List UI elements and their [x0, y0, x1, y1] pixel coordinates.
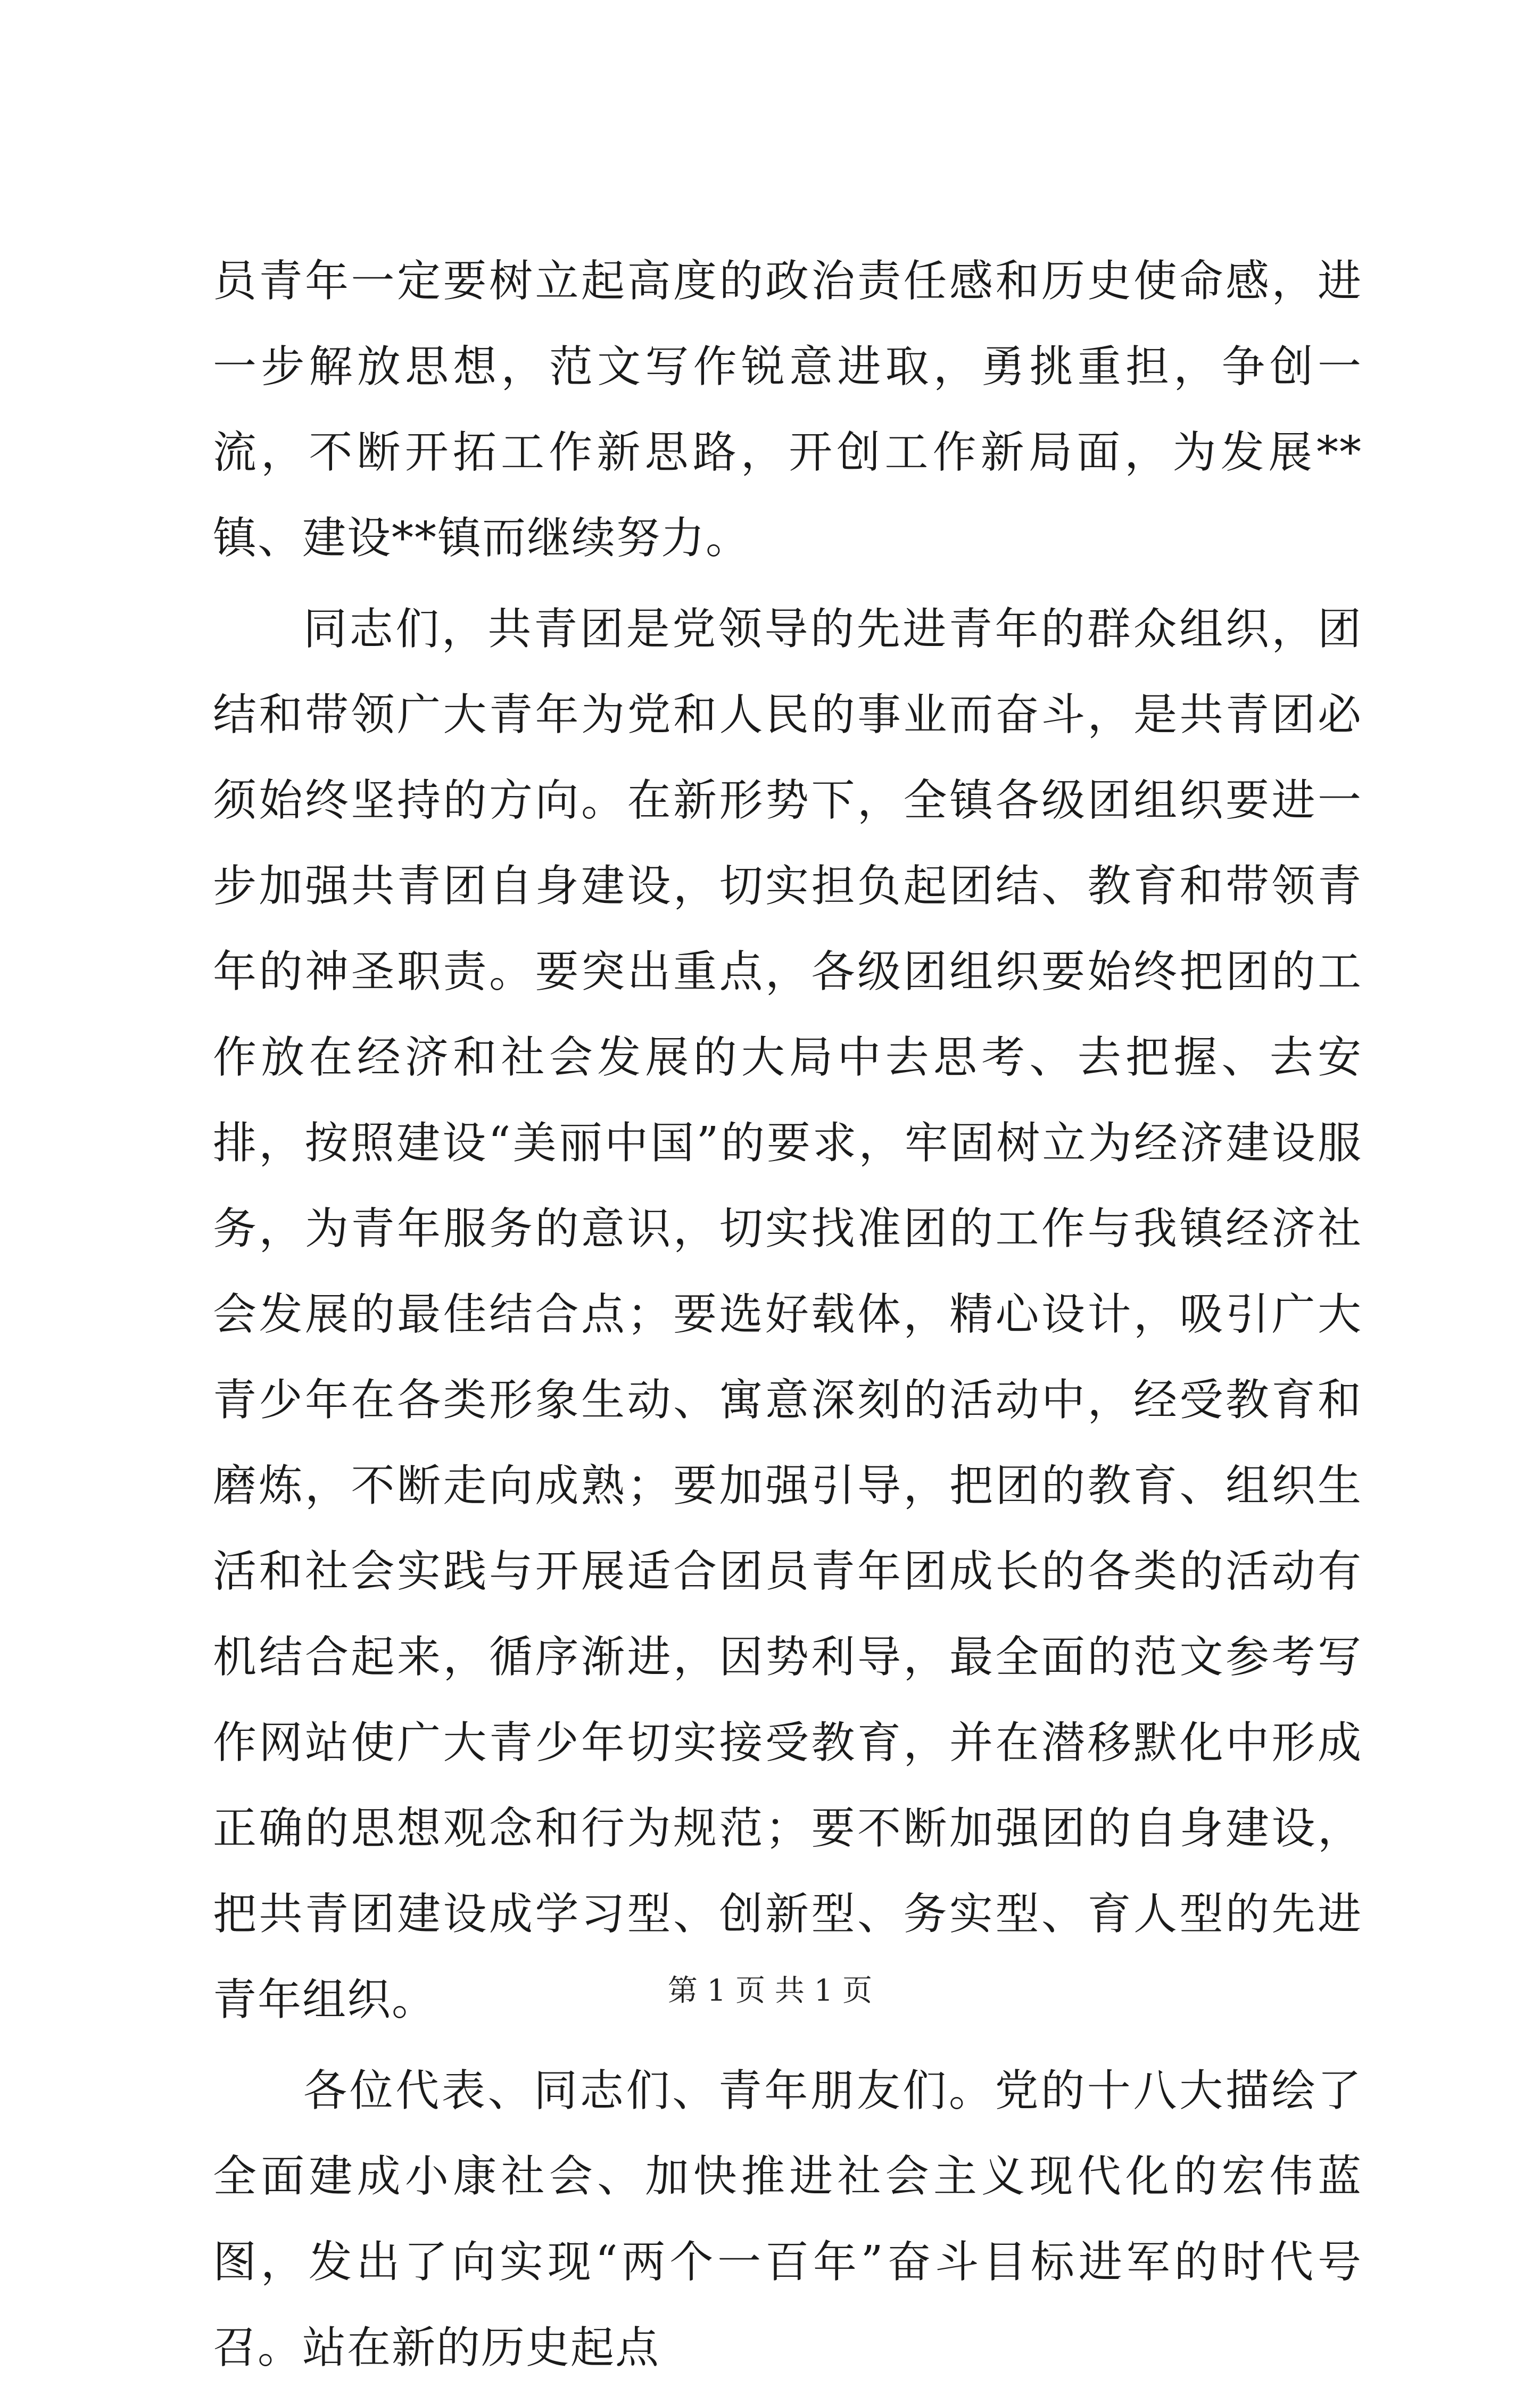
- paragraph-representatives: 各位代表、同志们、青年朋友们。党的十八大描绘了全面建成小康社会、加快推进社会主义现代化的宏伟蓝图，发出了向实现“两个一百年”奋斗目标进军的时代号召。站在新的历史起点: [213, 2066, 1362, 2373]
- page-footer: 第 1 页 共 1 页: [667, 1974, 873, 2008]
- paragraph-continuation: 员青年一定要树立起高度的政治责任感和历史使命感，进一步解放思想，范文写作锐意进取，勇挑重担，争创一流，不断开拓工作新思路，开创工作新局面，为发展**镇、建设**镇而继续努力。: [213, 256, 1362, 563]
- document-body: [213, 238, 1362, 2396]
- paragraph-youth-league: 同志们，共青团是党领导的先进青年的群众组织，团结和带领广大青年为党和人民的事业而奋斗，是共青团必须始终坚持的方向。在新形势下，全镇各级团组织要进一步加强共青团自身建设，切实担负起团结、教育和带领青年的神圣职责。要突出重点，各级团组织要始终把团的工作放在经济和社会发展的大局中去思考、去把握、去安排，按照建设“美丽中国”的要求，牢固树立为经济建设服务，为青年服务的意识，切实找准团的工作与我镇经济社会发展的最佳结合点；要选好载体，精心设计，吸引广大青少年在各类形象生动、寓意深刻的活动中，经受教育和磨炼，不断走向成熟；要加强引导，把团的教育、组织生活和社会实践与开展适合团员青年团成长的各类的活动有机结合起来，循序渐进，因势利导，最全面的范文参考写作网站使广大青少年切实接受教育，并在潜移默化中形成正确的思想观念和行为规范；要不断加强团的自身建设，把共青团建设成学习型、创新型、务实型、育人型的先进青年组织。: [213, 604, 1362, 2025]
